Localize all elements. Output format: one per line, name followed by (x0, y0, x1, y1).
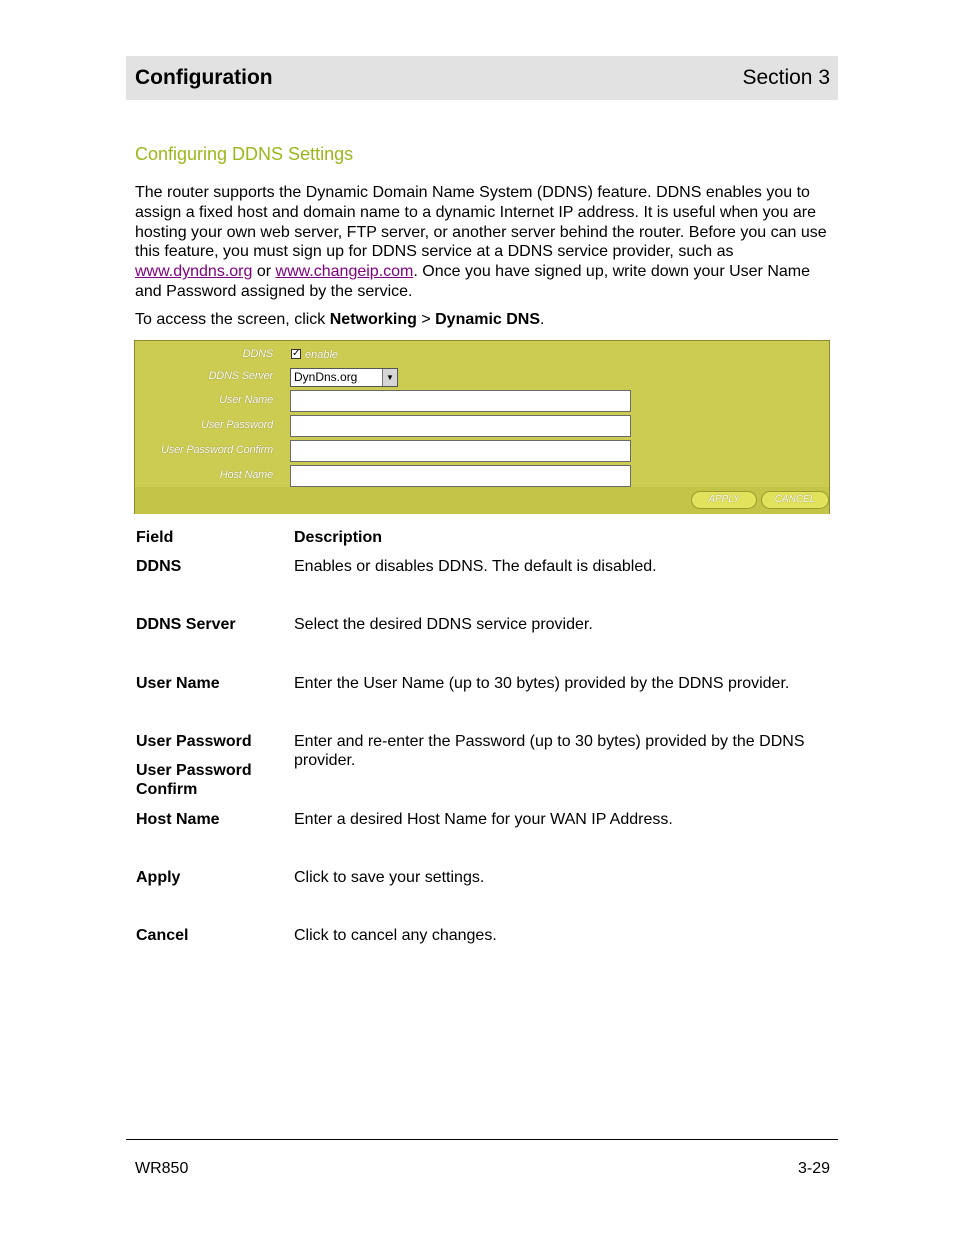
checkmark-icon: ✓ (292, 348, 301, 359)
host-name-label: Host Name (219, 469, 273, 481)
access-prefix: To access the screen, click (135, 311, 330, 328)
enable-checkbox[interactable] (291, 349, 301, 359)
table-row-field: Host Name (136, 811, 220, 828)
table-row-description: Select the desired DDNS service provider. (294, 616, 593, 633)
table-row-field: DDNS Server (136, 616, 236, 633)
table-row-description: Enter and re-enter the Password (up to 30 bytes) provided by the DDNS provider. (294, 733, 805, 769)
apply-button[interactable]: APPLY (691, 491, 757, 509)
footer-page-number: 3-29 (797, 1160, 830, 1177)
cancel-button[interactable]: CANCEL (761, 491, 829, 509)
user-password-confirm-input[interactable] (290, 440, 631, 462)
table-row-field: Apply (136, 869, 181, 886)
ddns-server-select[interactable] (290, 368, 398, 387)
user-password-row (135, 415, 829, 437)
section-label: Section 3 (742, 66, 830, 89)
host-name-input[interactable] (290, 465, 631, 487)
table-row-description: Enables or disables DDNS. The default is disabled. (294, 558, 657, 575)
table-row-description: Click to save your settings. (294, 869, 485, 886)
menu-dynamic-dns: Dynamic DNS (435, 311, 541, 328)
intro-text-2: or (252, 263, 276, 281)
access-separator: > (416, 311, 436, 328)
footer-model: WR850 (135, 1160, 189, 1177)
ddns-server-value: DynDns.org (294, 370, 358, 384)
intro-paragraph (135, 183, 835, 302)
chapter-title: Configuration (135, 66, 273, 89)
page-header (126, 56, 838, 100)
dropdown-arrow-icon[interactable]: ▼ (382, 369, 397, 386)
table-row-description: Enter a desired Host Name for your WAN IP Address. (294, 811, 673, 828)
intro-text-1: The router supports the Dynamic Domain Name System (DDNS) feature. DDNS enables you to assign a fixed host and domain name to a dynamic Internet IP address. It is useful when you are hosting your own web server, FTP server, or another server behind the router. Before you can use this feature, you must sign up for DDNS service at a DDNS service provider, such as (135, 184, 827, 261)
access-suffix: . (540, 311, 545, 328)
section-subtitle: Configuring DDNS Settings (135, 144, 354, 164)
enable-label: enable (305, 349, 339, 361)
user-password-confirm-row (135, 440, 829, 462)
ddns-server-label: DDNS Server (208, 370, 273, 382)
table-row-field: User Password Confirm (136, 762, 252, 798)
table-header-description: Description (294, 529, 383, 546)
table-row-field: User Name (136, 675, 220, 692)
dyndns-link[interactable]: www.dyndns.org (135, 263, 253, 281)
table-row-field: DDNS (136, 558, 182, 575)
ddns-row (135, 344, 829, 366)
table-header-field: Field (136, 529, 174, 546)
user-name-label: User Name (219, 394, 273, 406)
changeip-link[interactable]: www.changeip.com (275, 263, 414, 281)
table-row-field: Cancel (136, 927, 189, 944)
footer-divider (126, 1139, 838, 1140)
user-password-confirm-label: User Password Confirm (161, 444, 273, 456)
user-name-row (135, 390, 829, 412)
table-row-description: Click to cancel any changes. (294, 927, 497, 944)
table-row-description: Enter the User Name (up to 30 bytes) provided by the DDNS provider. (294, 675, 790, 692)
ddns-label: DDNS (242, 348, 273, 360)
access-instructions (135, 311, 544, 329)
button-bar (135, 487, 829, 514)
user-name-input[interactable] (290, 390, 631, 412)
table-row-field: User Password (136, 733, 252, 750)
ddns-settings-panel (134, 340, 830, 514)
user-password-input[interactable] (290, 415, 631, 437)
user-password-label: User Password (201, 419, 273, 431)
intro-text-3: . Once you have signed up, write down your User Name and Password assigned by the service. (135, 263, 810, 300)
host-name-row (135, 465, 829, 487)
ddns-server-row (135, 366, 829, 388)
menu-networking: Networking (329, 311, 417, 328)
